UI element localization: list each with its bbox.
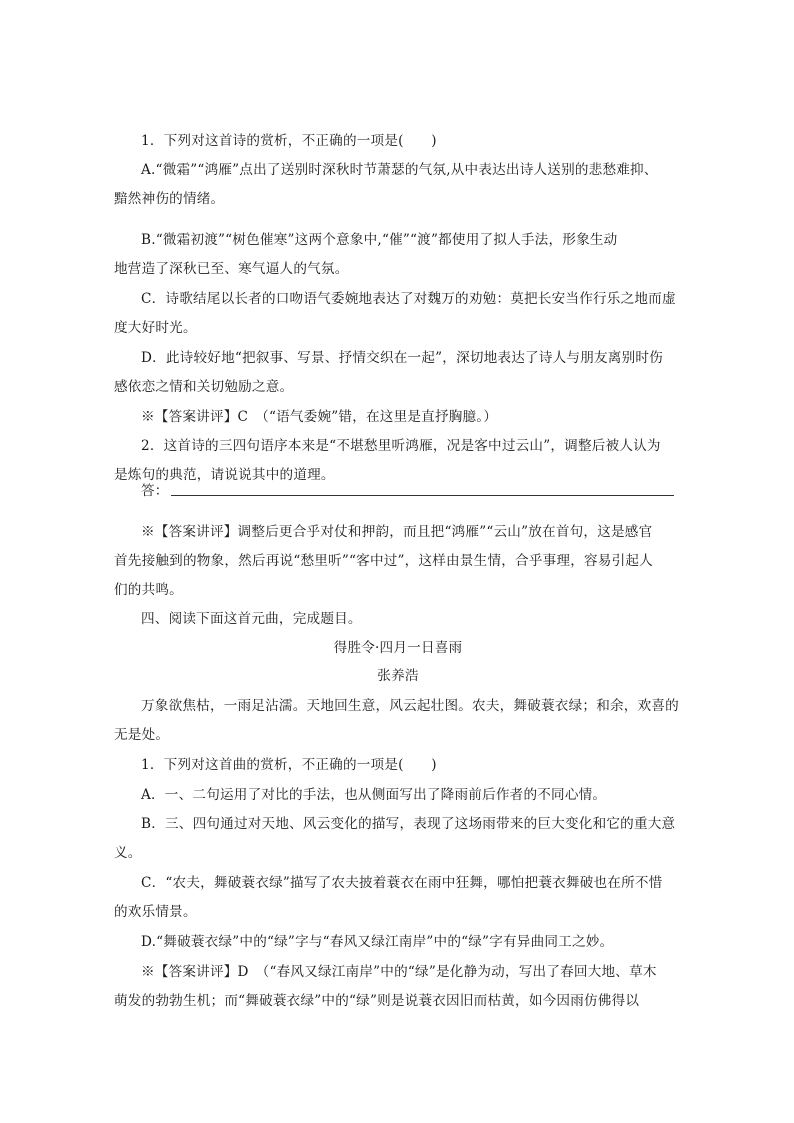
question-2-stem-line-2: 是炼句的典范，请说说其中的道理。 [114, 467, 335, 483]
answer-label: 答： [141, 483, 169, 499]
poem-title: 得胜令·四月一日喜雨 [333, 640, 463, 656]
option-c-line-1: C．“农夫，舞破蓑衣绿”描写了农夫披着蓑衣在雨中狂舞，哪怕把蓑衣舞破也在所不惜 [141, 875, 663, 891]
option-d-line-1: D．此诗较好地“把叙事、写景、抒情交织在一起”，深切地表达了诗人与朋友离别时伤 [141, 350, 663, 366]
answer-explanation-3-line-2: 萌发的勃勃生机；而“舞破蓑衣绿”中的“绿”则是说蓑衣因旧而枯黄，如今因雨仿佛得以 [114, 993, 640, 1009]
option-b-line-1: B.“微霜初渡”“树色催寒”这两个意象中,“催”“渡”都使用了拟人手法，形象生动 [141, 232, 618, 248]
answer-explanation-1: ※【答案讲评】C （“语气委婉”错，在这里是直抒胸臆。） [141, 409, 498, 425]
option-b-line-1: B．三、四句通过对天地、风云变化的描写，表现了这场雨带来的巨大变化和它的重大意 [141, 816, 676, 832]
question-1-stem: 1．下列对这首诗的赏析，不正确的一项是( ) [141, 133, 437, 149]
option-c-line-2: 度大好时光。 [114, 320, 197, 336]
option-b-line-2: 地营造了深秋已至、寒气逼人的气氛。 [114, 261, 349, 277]
question-3-stem: 1．下列对这首曲的赏析，不正确的一项是( ) [141, 757, 437, 773]
poem-author: 张养浩 [377, 668, 419, 684]
poem-text-line-2: 无是处。 [114, 727, 170, 743]
option-b-line-2: 义。 [114, 845, 142, 861]
answer-explanation-2-line-3: 们的共鸣。 [114, 582, 183, 598]
option-a-line-1: A.“微霜”“鸿雁”点出了送别时深秋时节萧瑟的气氛,从中表达出诗人送别的悲愁难抑、 [141, 162, 658, 178]
option-d-line: D.“舞破蓑衣绿”中的“绿”字与“春风又绿江南岸”中的“绿”字有异曲同工之妙。 [141, 934, 614, 950]
answer-blank-line[interactable] [171, 495, 674, 496]
answer-explanation-3-line-1: ※【答案讲评】D （“春风又绿江南岸”中的“绿”是化静为动，写出了春回大地、草木 [141, 964, 657, 980]
option-a-line-2: 黯然神伤的情绪。 [114, 191, 225, 207]
option-a-line: A．一、二句运用了对比的手法，也从侧面写出了降雨前后作者的不同心情。 [141, 787, 607, 803]
option-c-line-1: C．诗歌结尾以长者的口吻语气委婉地表达了对魏万的劝勉：莫把长安当作行乐之地而虚 [141, 291, 676, 307]
answer-explanation-2-line-1: ※【答案讲评】调整后更合乎对仗和押韵，而且把“鸿雁”“云山”放在首句，这是感官 [141, 524, 653, 540]
option-c-line-2: 的欢乐情景。 [114, 904, 197, 920]
question-2-stem-line-1: 2．这首诗的三四句语序本来是“不堪愁里听鸿雁，况是客中过云山”，调整后被人认为 [141, 438, 661, 454]
section-4-heading: 四、阅读下面这首元曲，完成题目。 [141, 611, 362, 627]
option-d-line-2: 感依恋之情和关切勉励之意。 [114, 379, 294, 395]
answer-explanation-2-line-2: 首先接触到的物象，然后再说“愁里听”“客中过”，这样由景生情，合乎事理，容易引起人 [114, 553, 653, 569]
poem-text-line-1: 万象欲焦枯，一雨足沾濡。天地回生意，风云起壮图。农夫，舞破蓑衣绿；和余，欢喜的 [141, 698, 679, 714]
